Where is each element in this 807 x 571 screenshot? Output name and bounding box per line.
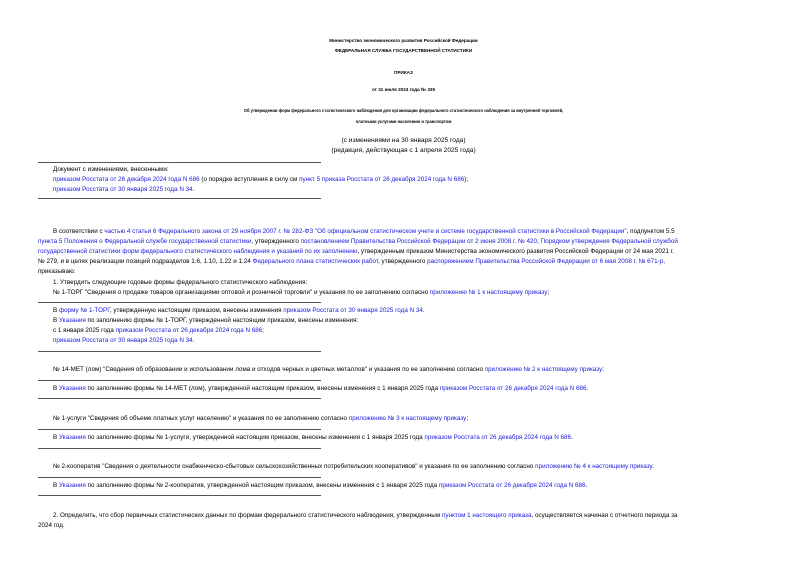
approval-procedure-link-cont[interactable]: государственной статистики форм федерального статистического наблюдения и указаний по их заполнению [38, 248, 358, 255]
item-1-text: 1. Утвердить следующие годовые формы федерального статистического наблюдения: [53, 279, 308, 286]
edition-note: (редакция, действующая с 1 апреля 2025 года) [331, 147, 476, 154]
separator-note-4-end [38, 495, 321, 496]
law-282-fz-link[interactable]: частью 4 статьи 6 Федерального закона от 29 ноября 2007 г. № 282-ФЗ "Об официальном статистическом учете и системе государственной статистики в Российской Федерации" [104, 228, 627, 235]
separator-note-1-end [38, 351, 321, 352]
change-order-686-p5-link[interactable]: пункт 5 приказа Росстата от 26 декабря 2024 года N 686 [299, 176, 465, 183]
note-2-line: В Указания по заполнению формы № 14-МЕТ (лом), утвержденной настоящим приказом, внесены изменения с 1 января 2025 года приказом Росстата от 26 декабря 2024 года N 686. [53, 385, 589, 392]
item-2-line-2: 2024 год. [38, 522, 65, 529]
appendix-3-link[interactable]: приложению № 3 к настоящему приказу [348, 415, 467, 422]
note-1-line-4: приказом Росстата от 30 января 2025 года N 34. [53, 337, 195, 344]
form-1-uslugi-line: № 1-услуги "Сведения об объеме платных услуг населению" и указания по ее заполнению согласно приложению № 3 к настоящему приказу; [53, 415, 469, 422]
rosstat-regulation-link[interactable]: пункта 5 Положения о Федеральной службе государственной статистики [38, 238, 252, 245]
preamble-line-3: государственной статистики форм федерального статистического наблюдения и указаний по их заполнению, утвержденным приказом Министерства экономического развития Российской Федерации от 24 мая 2021 г. [38, 248, 674, 255]
separator-note-4-start [38, 477, 321, 478]
changes-item-2: приказом Росстата от 30 января 2025 года N 34. [53, 186, 195, 193]
appendix-2-link[interactable]: приложению № 2 к настоящему приказу [484, 366, 603, 373]
preamble-line-2: пункта 5 Положения о Федеральной службе государственной статистики, утвержденного постановлением Правительства Российской Федерации от 2 июня 2008 г. № 420, Порядком утверждения Федеральной службой [38, 238, 678, 245]
separator-note-2-end [38, 398, 321, 399]
changes-item-1: приказом Росстата от 26 декабря 2024 года N 686 (о порядке вступления в силу см пункт 5 приказа Росстата от 26 декабря 2024 года N 686); [53, 176, 469, 183]
order-686-link-note-2[interactable]: приказом Росстата от 26 декабря 2024 года N 686 [439, 385, 587, 392]
doc-type: ПРИКАЗ [394, 70, 413, 75]
form-2-kooperativ-line: № 2-кооператив "Сведения о деятельности снабженческо-сбытовых сельскохозяйственных потребительских кооперативов" и указания по ее заполнению согласно приложению № 4 к настоящему приказу. [53, 463, 654, 470]
separator-note-3-end [38, 448, 321, 449]
note-1-line-3: с 1 января 2025 года приказом Росстата от 26 декабря 2024 года N 686; [53, 327, 265, 334]
government-decree-420-link[interactable]: постановлением Правительства Российской Федерации от 2 июня 2008 г. № 420 [300, 238, 538, 245]
federal-plan-link[interactable]: Федерального плана статистических работ [252, 258, 379, 265]
note-4-line: В Указания по заполнению формы № 2-кооператив, утвержденной настоящим приказом, внесены изменения с 1 января 2025 года приказом Росстата от 26 декабря 2024 года N 686. [53, 482, 588, 489]
form-1-torg-link[interactable]: форму № 1-ТОРГ [58, 307, 110, 314]
note-1-line-2: В Указания по заполнению формы № 1-ТОРГ, утвержденной настоящим приказом, внесены изменения: [53, 317, 359, 324]
order-34-link-note-1b[interactable]: приказом Росстата от 30 января 2025 года N 34 [53, 337, 193, 344]
doc-title-line-2: платными услугами населению и транспортом [355, 119, 452, 124]
separator-note-2-start [38, 380, 321, 381]
item-1-reference-link[interactable]: пунктом 1 настоящего приказа [441, 512, 532, 519]
doc-date-number: от 31 июля 2024 года № 335 [371, 87, 435, 92]
preamble-line-1: В соответствии с частью 4 статьи 6 Федерального закона от 29 ноября 2007 г. № 282-ФЗ "Об официальном статистическом учете и системе государственной статистики в Российской Федерации", подпунктом 5.5 [53, 228, 675, 235]
instructions-1-uslugi-link[interactable]: Указания [58, 434, 86, 441]
instructions-2-kooperativ-link[interactable]: Указания [58, 482, 86, 489]
ministry-heading: Министерство экономического развития Российской Федерации [329, 38, 478, 43]
note-3-line: В Указания по заполнению формы № 1-услуги, утвержденной настоящим приказом, внесены изменения с 1 января 2025 года приказом Росстата от 26 декабря 2024 года N 686. [53, 434, 573, 441]
change-order-34-link[interactable]: приказом Росстата от 30 января 2025 года N 34 [53, 186, 193, 193]
instructions-14-met-link[interactable]: Указания [58, 385, 86, 392]
separator-note-1-start [38, 302, 321, 303]
form-14-met-line: № 14-МЕТ (лом) "Сведения об образовании и использовании лома и отходов черных и цветных металлов" и указания по ее заполнению согласно приложению № 2 к настоящему приказу; [53, 366, 605, 373]
order-686-link-note-1[interactable]: приказом Росстата от 26 декабря 2024 года N 686 [115, 327, 263, 334]
service-heading: ФЕДЕРАЛЬНАЯ СЛУЖБА ГОСУДАРСТВЕННОЙ СТАТИСТИКИ [334, 48, 473, 53]
order-34-link-note-1[interactable]: приказом Росстата от 30 января 2025 года N 34 [283, 307, 423, 314]
order-686-link-note-3[interactable]: приказом Росстата от 26 декабря 2024 года N 686 [424, 434, 572, 441]
separator-note-3-start [38, 429, 321, 430]
instructions-1-torg-link[interactable]: Указания [58, 317, 86, 324]
approval-procedure-link[interactable]: Порядком утверждения Федеральной службой [540, 238, 678, 245]
separator-changes-end [38, 198, 321, 199]
note-1-line-1: В форму № 1-ТОРГ, утвержденную настоящим приказом, внесены изменения приказом Росстата от 30 января 2025 года N 34. [53, 307, 425, 314]
change-order-686-link[interactable]: приказом Росстата от 26 декабря 2024 года N 686 [53, 176, 200, 183]
preamble-line-4: № 279, и в целях реализации позиций подразделов 1.6, 1.10, 1.22 и 1.24 Федерального плана статистических работ, утвержденного распоряжением Правительства Российской Федерации от 6 мая 2008 г. № 671-р, [38, 258, 665, 265]
government-order-671-link[interactable]: распоряжением Правительства Российской Федерации от 6 мая 2008 г. № 671-р [427, 258, 664, 265]
doc-title-line-1: Об утверждении форм федерального статистического наблюдения для организации федерального статистического наблюдения за внутренней торговлей, [243, 108, 564, 113]
appendix-1-link[interactable]: приложению № 1 к настоящему приказу [429, 289, 548, 296]
form-1-torg-line: № 1-ТОРГ "Сведения о продаже товаров организациями оптовой и розничной торговли" и указания по ее заполнению согласно приложению № 1 к настоящему приказу; [53, 289, 550, 296]
separator-top [38, 162, 321, 163]
appendix-4-link[interactable]: приложению № 4 к настоящему приказу [535, 463, 653, 470]
item-2-line-1: 2. Определить, что сбор первичных статистических данных по формам федерального статистического наблюдения, утвержденным пунктом 1 настоящего приказа, осуществляется начиная с отчетного периода за [53, 512, 678, 519]
order-686-link-note-4[interactable]: приказом Росстата от 26 декабря 2024 года N 686 [438, 482, 586, 489]
preamble-order-word: приказываю: [38, 268, 76, 275]
changes-note: (с изменениями на 30 января 2025 года) [341, 137, 466, 144]
changes-intro: Документ с изменениями, внесенными: [53, 166, 169, 173]
